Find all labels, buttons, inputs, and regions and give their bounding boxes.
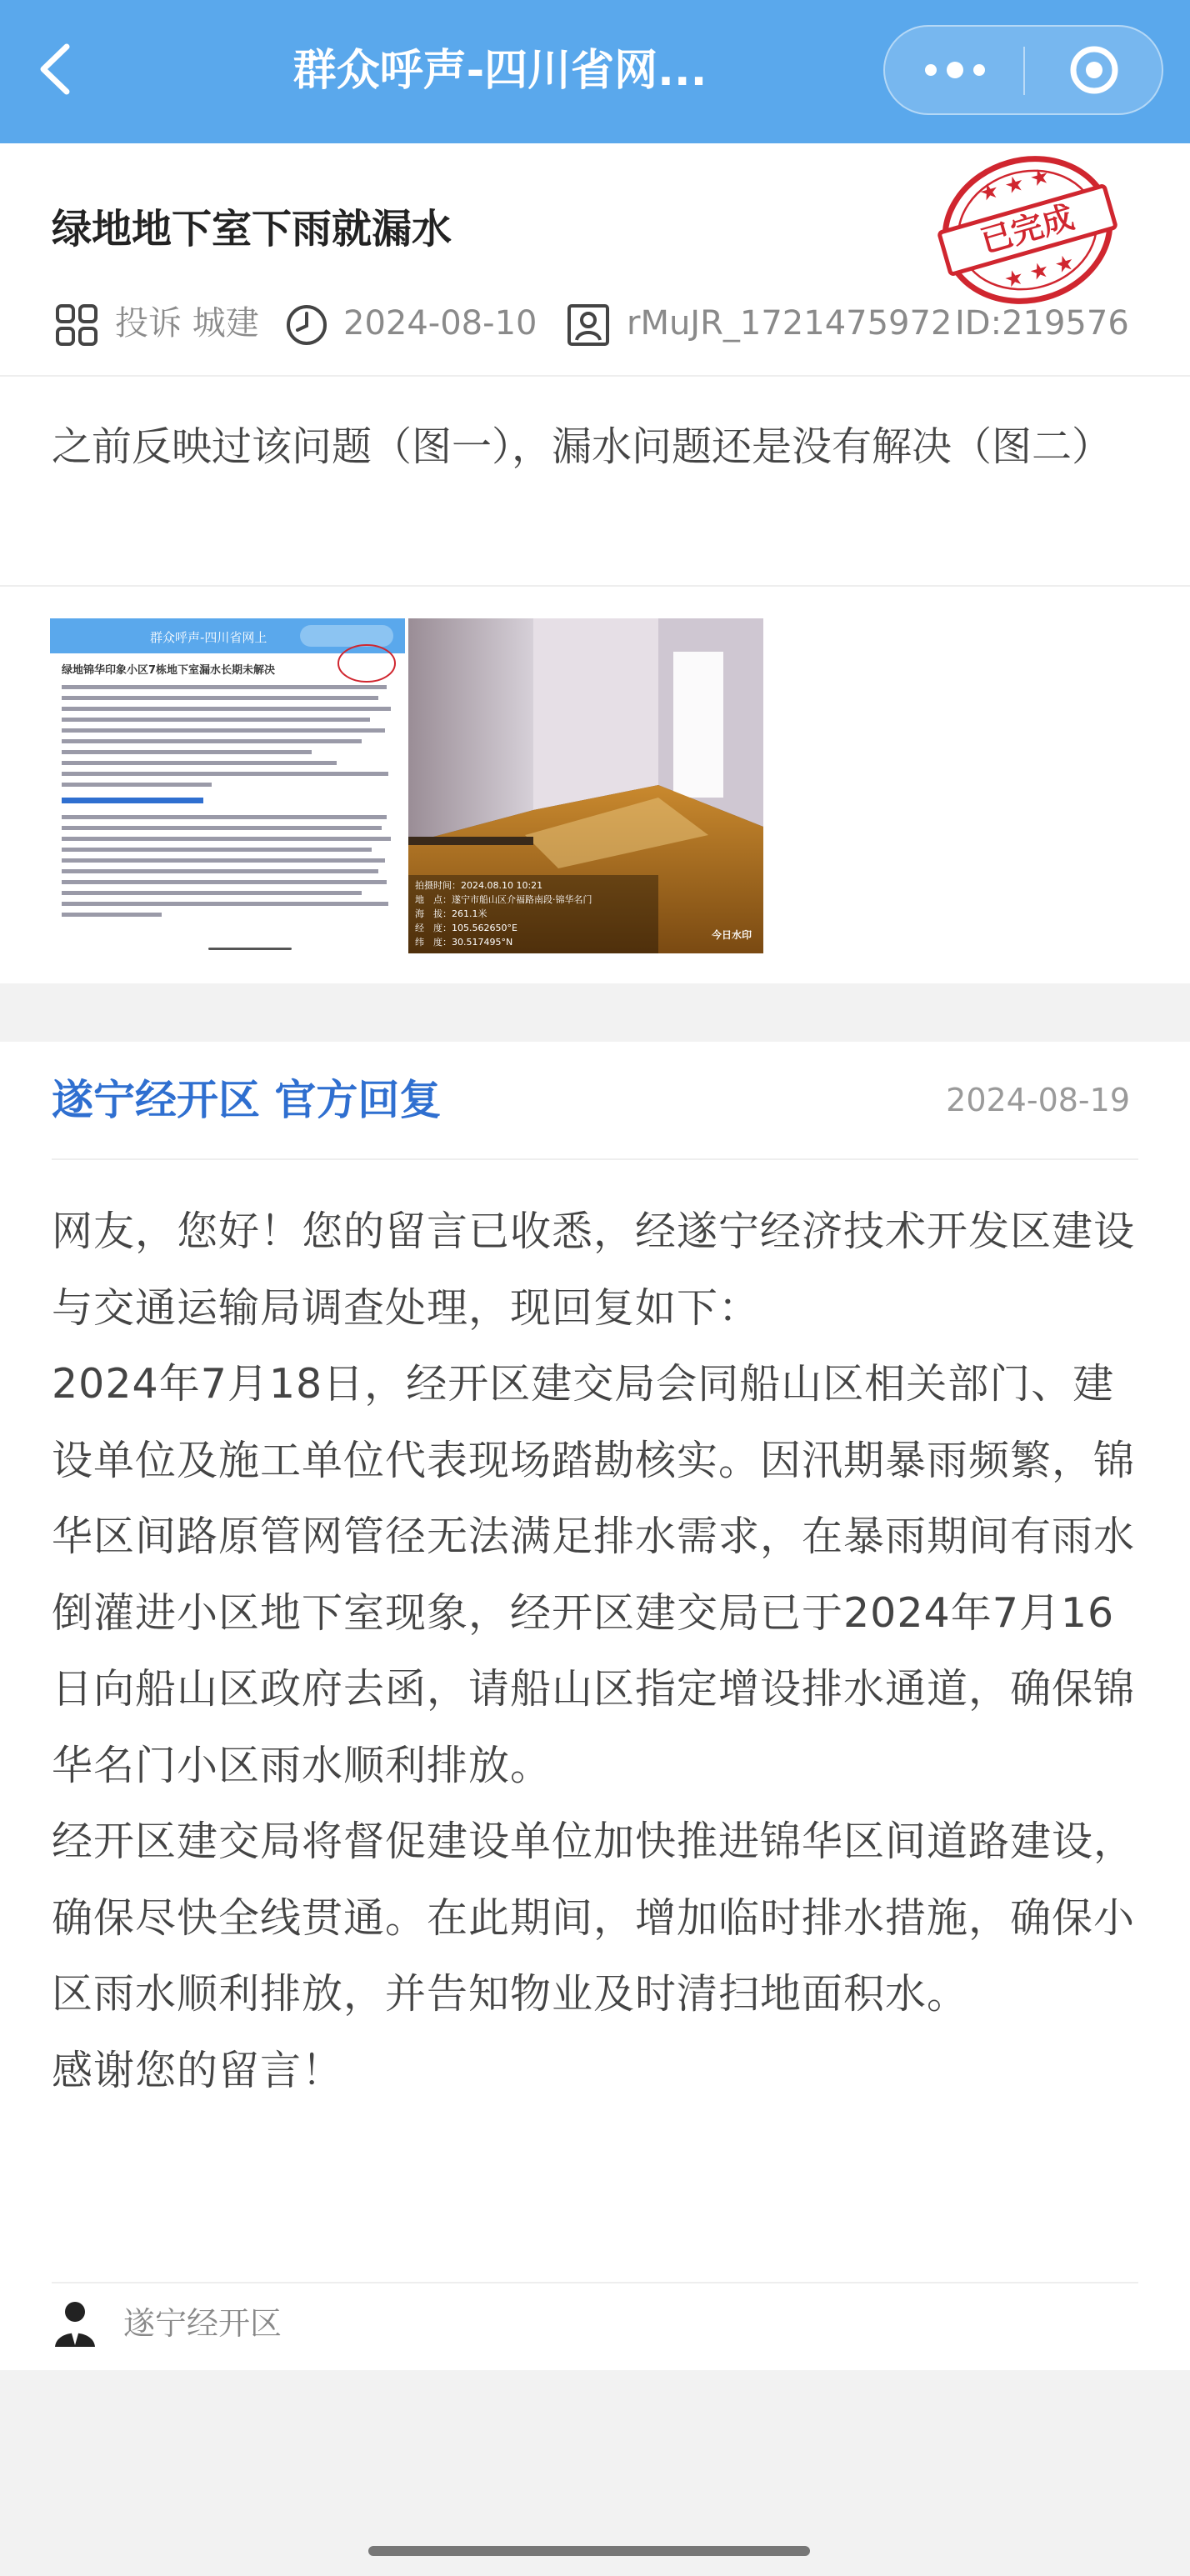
svg-text:★ ★ ★: ★ ★ ★	[976, 163, 1053, 208]
more-dots-icon	[885, 27, 1023, 113]
photo2-watermark-line-2: 地 点：遂宁市船山区介福路南段·锦华名门	[415, 894, 592, 905]
issue-meta-row	[52, 293, 1152, 353]
issue-description: 之前反映过该问题（图一），漏水问题还是没有解决（图二）	[52, 423, 1112, 470]
more-button[interactable]	[885, 27, 1023, 113]
stamp-text: 已完成	[976, 198, 1078, 260]
reply-org-title: 遂宁经开区 官方回复	[52, 1076, 442, 1124]
reply-paragraph: 网友，您好！您的留言已收悉，经遂宁经济技术开发区建设与交通运输局调查处理，现回复如下：	[52, 1208, 1136, 1332]
reply-paragraph: 感谢您的留言！	[52, 2046, 344, 2094]
issue-user: rMuJR_1721475972	[627, 304, 952, 343]
user-icon	[567, 303, 610, 347]
photo2-watermark-line-3: 海 拔：261.1米	[415, 908, 488, 919]
issue-date: 2024-08-10	[343, 304, 538, 343]
mini-program-capsule	[883, 25, 1163, 115]
complaint-screenshot-image	[50, 618, 405, 953]
target-close-icon	[1025, 27, 1163, 113]
attachment-image-1[interactable]	[50, 618, 405, 953]
responder-name: 遂宁经开区	[123, 2305, 282, 2342]
clock-icon	[285, 303, 328, 347]
issue-title: 绿地地下室下雨就漏水	[52, 206, 452, 253]
issue-id: ID:219576	[955, 304, 1129, 343]
reply-body	[52, 1193, 1143, 2108]
chevron-left-icon	[33, 40, 83, 98]
divider	[0, 585, 1190, 587]
photo2-watermark-line-4: 经 度：105.562650°E	[415, 923, 518, 933]
responder-avatar-icon	[50, 2298, 100, 2348]
close-button[interactable]	[1025, 27, 1163, 113]
back-button[interactable]	[33, 40, 83, 98]
reply-paragraph: 经开区建交局将督促建设单位加快推进锦华区间道路建设，确保尽快全线贯通。在此期间，增加临时排水措施，确保小区雨水顺利排放，并告知物业及时清扫地面积水。	[52, 1818, 1136, 2018]
category-grid-icon	[55, 303, 98, 347]
completed-stamp	[923, 147, 1132, 313]
divider	[52, 1158, 1138, 1160]
home-indicator[interactable]	[368, 2546, 810, 2556]
photo2-watermark-line-5: 纬 度：30.517495°N	[415, 937, 513, 948]
flooded-basement-photo	[408, 618, 763, 953]
divider	[52, 2282, 1138, 2283]
nav-title: 群众呼声-四川省网...	[292, 46, 708, 96]
reply-date: 2024-08-19	[946, 1082, 1130, 1118]
reply-paragraph: 2024年7月18日，经开区建交局会同船山区相关部门、建设单位及施工单位代表现场踏勘核实。因汛期暴雨频繁，锦华区间路原管网管径无法满足排水需求，在暴雨期间有雨水倒灌进小区地下室现象，经开区建交局已于2024年7月16日向船山区政府去函，请船山区指定增设排水通道，确保锦华名门小区雨水顺利排放。	[52, 1360, 1136, 1789]
top-nav-bar	[0, 0, 1190, 143]
photo2-watermark-brand: 今日水印	[711, 929, 752, 941]
issue-category: 投诉 城建	[115, 304, 259, 343]
photo1-heading: 绿地锦华印象小区7栋地下室漏水长期未解决	[62, 664, 276, 677]
photo1-nav-title: 群众呼声-四川省网上	[150, 630, 268, 645]
photo2-watermark-line-1: 拍摄时间：2024.08.10 10:21	[415, 880, 543, 891]
svg-text:★ ★ ★: ★ ★ ★	[1001, 249, 1078, 294]
attachment-image-2[interactable]	[408, 618, 763, 953]
